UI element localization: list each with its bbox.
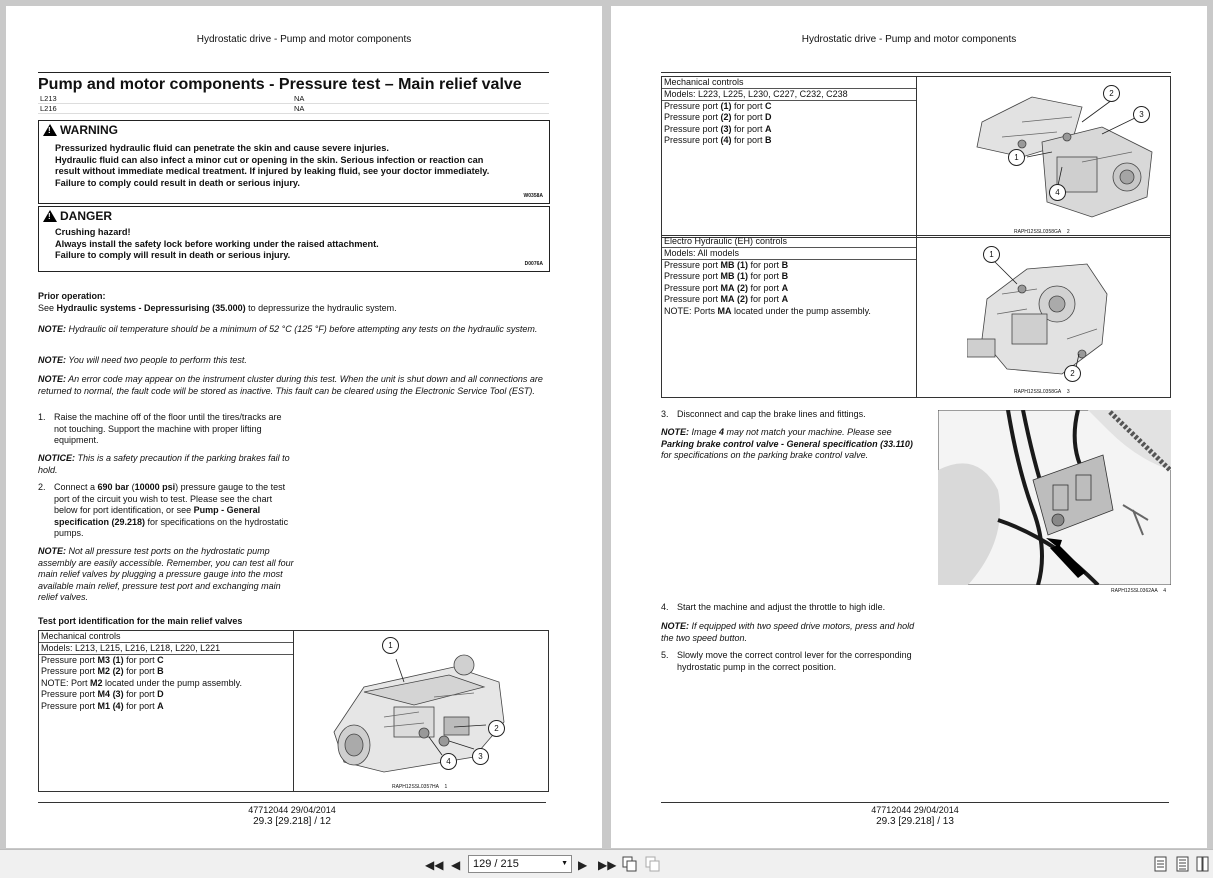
copy-view-icon[interactable]: [622, 856, 638, 875]
warning-line: Failure to comply could result in death or serious injury.: [55, 177, 300, 188]
danger-code: D0076A: [524, 261, 543, 267]
model-table: [38, 94, 549, 114]
callout-1: 1: [983, 246, 1000, 263]
callout-3: 3: [1133, 106, 1150, 123]
pump-spec-link[interactable]: Pump - General specification (29.218): [54, 505, 261, 527]
prior-operation-link[interactable]: Hydraulic systems - Depressurising (35.000): [56, 302, 246, 313]
paste-view-icon[interactable]: [645, 856, 661, 875]
single-page-view-icon[interactable]: [1154, 856, 1168, 875]
table-models: Models: L213, L215, L216, L218, L220, L221: [39, 643, 293, 655]
callout-1: 1: [382, 637, 399, 654]
right-page: [611, 6, 1207, 848]
note-error-code: NOTE: An error code may appear on the instrument cluster during this test. When the unit is shut down and all connections are returned to normal, the fault code will be stored as inactive. This fault can be cleared using the Electronic Service Tool (EST).: [38, 374, 543, 396]
first-page-icon[interactable]: ◀◀: [425, 858, 444, 872]
port-row: Pressure port (1) for port C: [664, 101, 772, 111]
table-header: Mechanical controls: [39, 631, 293, 643]
port-row: Pressure port M4 (3) for port D: [41, 689, 164, 700]
note-temperature: NOTE: Hydraulic oil temperature should be a minimum of 52 °C (125 °F) before attempting any tests on the hydraulic system.: [38, 324, 538, 334]
table-header: Electro Hydraulic (EH) controls: [662, 236, 916, 248]
danger-line: Always install the safety lock before working under the raised attachment.: [55, 238, 379, 249]
port-row: Pressure port MB (1) for port B: [664, 260, 789, 270]
port-row: Pressure port (2) for port D: [664, 112, 772, 123]
notice-brakes: NOTICE: This is a safety precaution if the parking brakes fail to hold.: [38, 453, 290, 475]
page-title: Pump and motor components - Pressure test – Main relief valve: [38, 72, 549, 94]
callout-3: 3: [472, 748, 489, 765]
pump-illustration-2: [962, 82, 1162, 227]
note-image-4: NOTE: Image 4 may not match your machine. Please see Parking brake control valve - General specification (33.110) for specifications on the parking brake control valve.: [661, 427, 913, 460]
warning-line: Hydraulic fluid can also infect a minor cut or opening in the skin. Serious infection or reaction can: [55, 154, 484, 165]
callout-1: 1: [1008, 149, 1025, 166]
figure-code: RAPH12SSL0358GA 3: [1014, 389, 1070, 395]
pump-illustration-3: [967, 244, 1117, 384]
prev-page-icon[interactable]: ◀: [451, 858, 461, 872]
page-footer: 47712044 29/04/2014 29.3 [29.218] / 13: [661, 802, 1169, 827]
port-table-mechanical-right: [661, 76, 1171, 238]
left-page: [6, 6, 602, 848]
model-row: L213 NA: [38, 94, 549, 104]
chevron-down-icon[interactable]: ▼: [561, 860, 568, 867]
parking-brake-link[interactable]: Parking brake control valve - General specification (33.110): [661, 438, 913, 449]
figure-code: RAPH12SSL0362AA 4: [1111, 588, 1167, 594]
prior-operation: Prior operation: See Hydraulic systems - Depressurising (35.000) to depressurize the hydraulic system.: [38, 291, 397, 313]
table-header: Mechanical controls: [662, 77, 916, 89]
brake-valve-photo: [938, 410, 1171, 585]
warning-box: ! WARNING Pressurized hydraulic fluid can penetrate the skin and cause severe injuries. Hydraulic fluid can also infect a minor cut or opening in the skin. Serious infection or reaction can result without immediate medical treatment. If injured by leaking fluid, see your doctor immediately. Failure to comply could result in death or serious injury. W0358A: [38, 120, 550, 204]
pump-illustration-1: [324, 637, 524, 777]
port-row: Pressure port M2 (2) for port B: [41, 666, 164, 677]
step-1: 1. Raise the machine off of the floor until the tires/tracks are not touching. Support the machine with proper lifting equipment.: [38, 412, 282, 445]
running-head: Hydrostatic drive - Pump and motor components: [801, 34, 1017, 45]
danger-box: ! DANGER Crushing hazard! Always install the safety lock before working under the raised attachment. Failure to comply will result in death or serious injury. D0076A: [38, 206, 550, 272]
test-port-heading: Test port identification for the main relief valves: [38, 616, 243, 626]
port-row: Pressure port MB (1) for port B: [664, 271, 789, 282]
port-row: Pressure port M1 (4) for port A: [41, 700, 164, 711]
warning-line: Pressurized hydraulic fluid can penetrate the skin and cause severe injuries.: [55, 143, 389, 153]
port-note: NOTE: Port M2 located under the pump assembly.: [41, 677, 242, 688]
callout-2: 2: [1103, 85, 1120, 102]
danger-line: Crushing hazard!: [55, 227, 131, 237]
warning-line: result without immediate medical treatment. If injured by leaking fluid, see your doctor immediately.: [55, 166, 490, 176]
callout-4: 4: [440, 753, 457, 770]
note-two-people: NOTE: You will need two people to perform this test.: [38, 355, 247, 365]
step-2: 2. Connect a 690 bar (10000 psi) pressure gauge to the test port of the circuit you wish to test. Please see the chart below for port identification, or see Pump - General specification (29.218) for specifications on the hydrostatic pumps.: [38, 482, 289, 538]
callout-2: 2: [1064, 365, 1081, 382]
page-footer: 47712044 29/04/2014 29.3 [29.218] / 12: [38, 802, 546, 827]
step-4: 4. Start the machine and adjust the throttle to high idle.: [661, 602, 886, 612]
note-test-ports: NOTE: Not all pressure test ports on the hydrostatic pump assembly are easily accessible. Remember, you can test all four main relief valves by plugging a pressure gauge into the most available main relief, pressure test port and exchanging main relief valves.: [38, 546, 294, 602]
figure-code: RAPH12SSL0357HA 1: [392, 784, 448, 790]
port-table-eh: [661, 235, 1171, 398]
continuous-view-icon[interactable]: [1176, 856, 1190, 875]
port-row: Pressure port MA (2) for port A: [664, 294, 789, 305]
callout-4: 4: [1049, 184, 1066, 201]
port-row: Pressure port (4) for port B: [664, 135, 772, 146]
note-two-speed: NOTE: If equipped with two speed drive motors, press and hold the two speed button.: [661, 621, 915, 643]
warning-triangle-icon: [43, 124, 57, 136]
step-5: 5. Slowly move the correct control lever for the corresponding hydrostatic pump in the correct position.: [661, 650, 912, 672]
port-row: Pressure port M3 (1) for port C: [41, 655, 164, 665]
model-row: L216 NA: [38, 104, 549, 114]
two-page-view-icon[interactable]: [1196, 856, 1210, 875]
next-page-icon[interactable]: ▶: [578, 858, 588, 872]
viewer-toolbar: [0, 849, 1213, 878]
step-3: 3. Disconnect and cap the brake lines and fittings.: [661, 409, 866, 419]
port-table-mechanical: [38, 630, 549, 792]
port-row: Pressure port MA (2) for port A: [664, 282, 789, 293]
port-row: Pressure port (3) for port A: [664, 123, 772, 134]
danger-line: Failure to comply will result in death or serious injury.: [55, 250, 291, 260]
table-models: Models: L223, L225, L230, C227, C232, C238: [662, 89, 916, 101]
danger-triangle-icon: [43, 210, 57, 222]
running-head: Hydrostatic drive - Pump and motor components: [196, 34, 412, 45]
last-page-icon[interactable]: ▶▶: [598, 858, 617, 872]
warning-code: W0358A: [523, 193, 543, 199]
figure-code: RAPH12SSL0358GA 2: [1014, 229, 1070, 235]
port-note: NOTE: Ports MA located under the pump assembly.: [664, 305, 871, 316]
table-models: Models: All models: [662, 248, 916, 260]
page-number-input[interactable]: 129 / 215 ▼: [468, 855, 572, 873]
callout-2: 2: [488, 720, 505, 737]
